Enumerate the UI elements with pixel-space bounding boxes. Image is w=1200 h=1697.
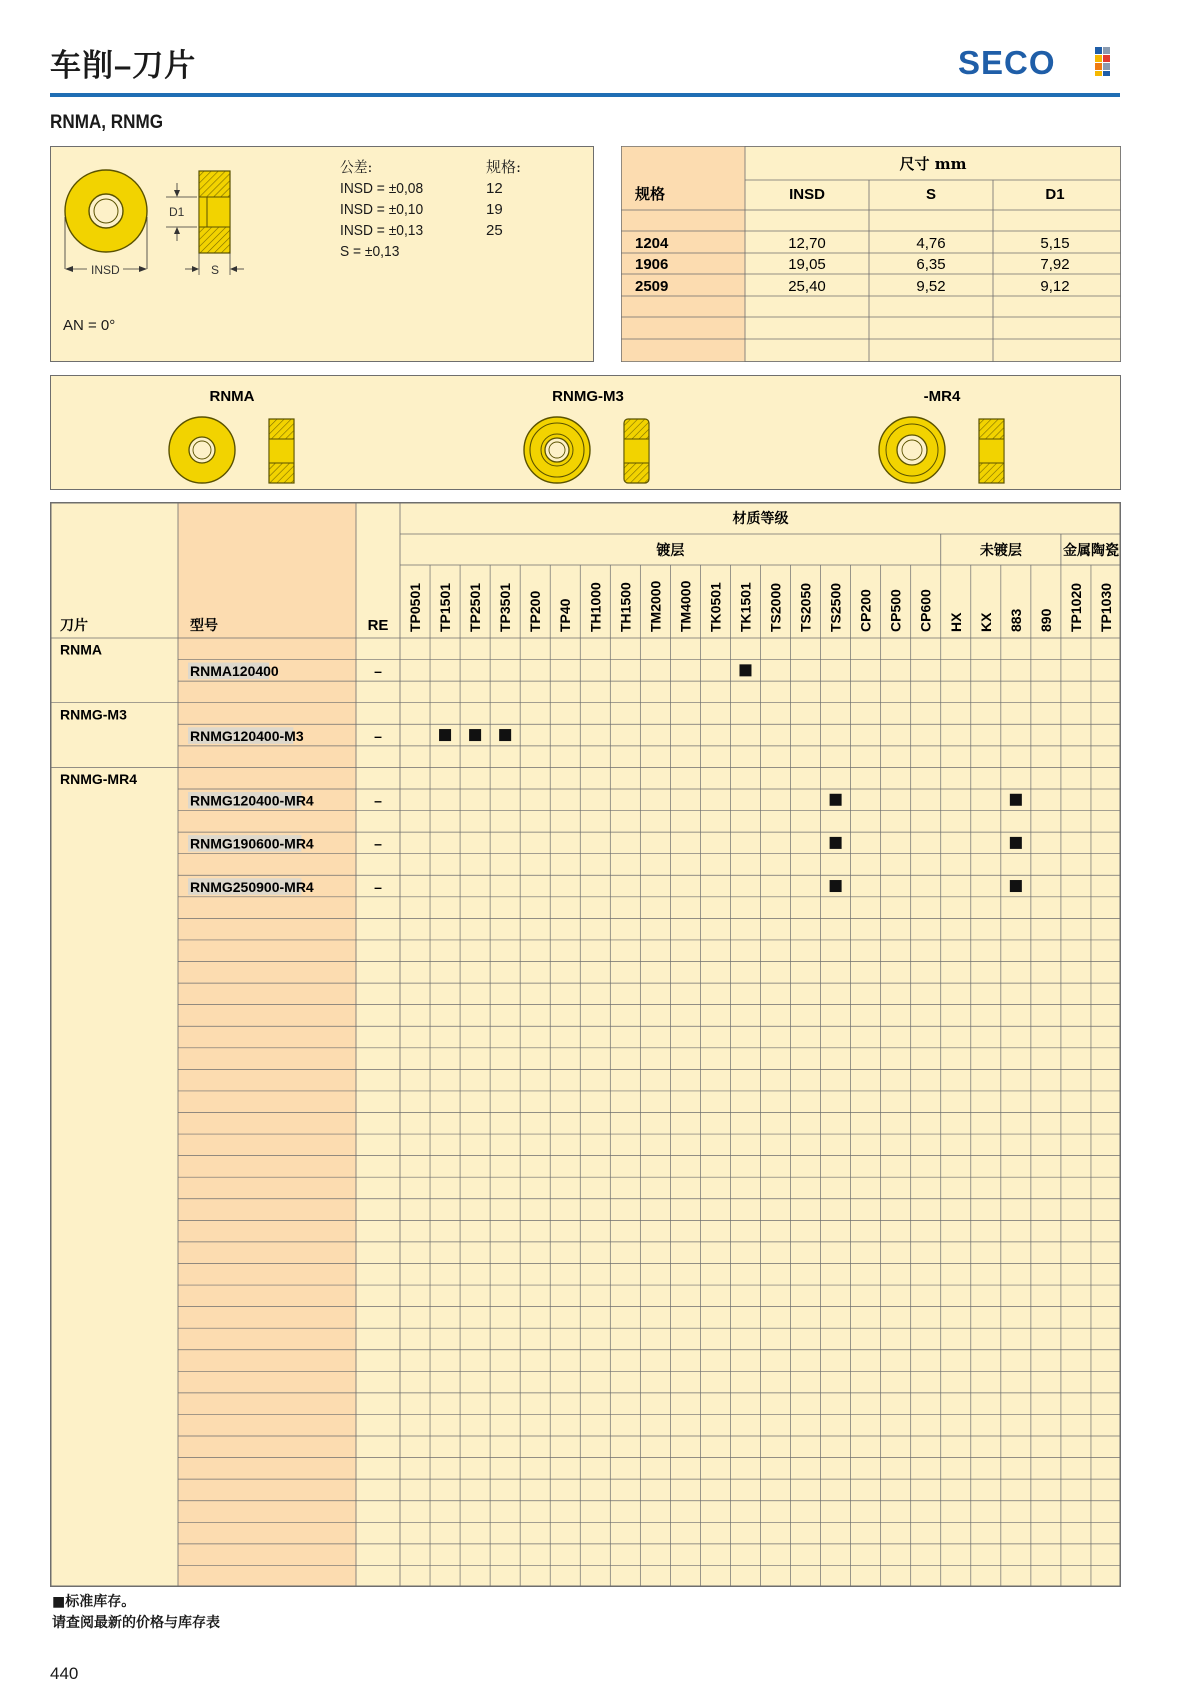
size-value: 19 xyxy=(486,201,503,218)
section-subtitle: RNMA, RNMG xyxy=(50,112,164,133)
rnmg-mr4-top-icon xyxy=(879,417,945,483)
grade-group-title: 材质等级 xyxy=(732,511,789,527)
tolerance-line: S = ±0,13 xyxy=(340,243,400,260)
grade-header-cp200: CP200 xyxy=(857,589,874,632)
type-code[interactable]: RNMG250900-MR4 xyxy=(190,878,314,895)
insert-group-label: RNMG-MR4 xyxy=(60,770,137,787)
dim-group-header: 尺寸 mm xyxy=(899,155,967,173)
stock-mark-icon: ■ xyxy=(52,1594,66,1610)
an-angle: AN = 0° xyxy=(63,317,116,334)
dimension-table xyxy=(621,146,1121,362)
dim-row-s: 9,52 xyxy=(916,278,946,295)
dim-col-header: INSD xyxy=(789,186,825,203)
re-value: – xyxy=(374,835,382,852)
stock-mark xyxy=(830,880,842,892)
spec-panel xyxy=(50,146,594,362)
dim-row-insd: 12,70 xyxy=(788,235,826,252)
insert-group-label: RNMA xyxy=(60,641,102,658)
size-block xyxy=(486,157,521,241)
size-heading: 规格: xyxy=(486,158,522,176)
grade-header-tp3501: TP3501 xyxy=(497,582,514,632)
type-column-header: 型号 xyxy=(190,618,218,634)
dim-row-d1: 9,12 xyxy=(1040,278,1070,295)
dim-row-s: 6,35 xyxy=(916,256,946,273)
rnmg-mr4-side-icon xyxy=(979,419,1004,483)
brand-mark-icon xyxy=(1095,47,1110,76)
stock-mark xyxy=(469,729,481,741)
dim-row-size: 1204 xyxy=(635,235,669,252)
grade-table xyxy=(50,502,1121,1587)
dim-row-insd: 19,05 xyxy=(788,256,826,273)
grade-header-tk0501: TK0501 xyxy=(707,582,724,632)
title-part1: 车削 xyxy=(50,48,114,84)
geometry-label-m3: RNMG-M3 xyxy=(552,388,624,405)
grade-header-890: 890 xyxy=(1037,608,1054,632)
stock-mark xyxy=(499,729,511,741)
tolerance-line: INSD = ±0,10 xyxy=(340,201,424,218)
s-label: S xyxy=(211,263,220,277)
grade-header-tp200: TP200 xyxy=(527,590,544,632)
dim-row-insd: 25,40 xyxy=(788,278,826,295)
tolerance-block xyxy=(340,157,423,262)
type-code[interactable]: RNMA120400 xyxy=(190,663,279,680)
page-number: 440 xyxy=(50,1664,79,1683)
d1-label: D1 xyxy=(169,205,185,219)
insert-side-view-icon xyxy=(199,171,230,253)
re-value: – xyxy=(374,663,382,680)
grade-header-tm2000: TM2000 xyxy=(647,580,664,632)
tolerance-line: INSD = ±0,13 xyxy=(340,222,424,239)
size-value: 12 xyxy=(486,180,503,197)
legend-text: 标准库存。 xyxy=(65,1594,136,1610)
insert-top-view-icon xyxy=(65,170,147,252)
insert-group-label: RNMG-M3 xyxy=(60,706,127,723)
rnma-top-icon xyxy=(169,417,235,483)
geometry-label-mr4: -MR4 xyxy=(923,388,961,405)
grade-header-kx: KX xyxy=(977,612,994,632)
legend-line xyxy=(52,1592,220,1613)
grade-header-ts2050: TS2050 xyxy=(797,582,814,632)
size-value: 25 xyxy=(486,222,503,239)
header-rule xyxy=(50,93,1120,97)
grade-header-tm4000: TM4000 xyxy=(677,580,694,632)
grade-header-tp1501: TP1501 xyxy=(437,582,454,632)
grade-header-ts2000: TS2000 xyxy=(767,582,784,632)
grade-header-cp500: CP500 xyxy=(887,589,904,632)
legend xyxy=(52,1592,220,1634)
tolerance-line: INSD = ±0,08 xyxy=(340,180,424,197)
price-note: 请查阅最新的价格与库存表 xyxy=(52,1615,220,1631)
re-value: – xyxy=(374,792,382,809)
insd-label: INSD xyxy=(91,263,120,277)
stock-mark xyxy=(1010,837,1022,849)
grade-header-th1000: TH1000 xyxy=(587,582,604,632)
re-value: – xyxy=(374,878,382,895)
title-dash: – xyxy=(114,48,133,83)
type-code[interactable]: RNMG190600-MR4 xyxy=(190,835,314,852)
geometry-label-rnma: RNMA xyxy=(209,388,255,405)
grade-header-tp2501: TP2501 xyxy=(467,582,484,632)
brand-text: SECO xyxy=(958,44,1056,78)
type-code[interactable]: RNMG120400-MR4 xyxy=(190,792,314,809)
dim-col-header: D1 xyxy=(1045,186,1065,203)
grade-header-th1500: TH1500 xyxy=(617,582,634,632)
tolerance-heading: 公差: xyxy=(340,158,373,176)
stock-mark xyxy=(1010,794,1022,806)
grade-header-tk1501: TK1501 xyxy=(737,582,754,632)
subgroup-label: 镀层 xyxy=(656,543,685,559)
subgroup-label: 未镀层 xyxy=(979,543,1022,559)
dim-row-size: 1906 xyxy=(635,256,669,273)
dim-row-d1: 7,92 xyxy=(1040,256,1070,273)
stock-mark xyxy=(739,664,751,676)
rnmg-m3-top-icon xyxy=(524,417,590,483)
stock-mark xyxy=(830,837,842,849)
stock-mark xyxy=(1010,880,1022,892)
rnma-side-icon xyxy=(269,419,294,483)
seco-logo xyxy=(958,44,1120,78)
stock-mark xyxy=(439,729,451,741)
page-title xyxy=(50,40,196,85)
grade-header-tp0501: TP0501 xyxy=(407,582,424,632)
subgroup-label: 金属陶瓷 xyxy=(1062,543,1119,559)
rnmg-m3-side-icon xyxy=(624,419,649,483)
grade-header-ts2500: TS2500 xyxy=(827,582,844,632)
grade-header-tp40: TP40 xyxy=(557,598,574,632)
grade-header-883: 883 xyxy=(1007,608,1024,632)
re-column-header: RE xyxy=(367,617,389,634)
grade-header-tp1020: TP1020 xyxy=(1067,582,1084,632)
geometry-panel xyxy=(50,375,1121,490)
dim-col-header: S xyxy=(925,186,937,203)
dim-size-header: 规格 xyxy=(635,185,666,203)
stock-mark xyxy=(830,794,842,806)
re-value: – xyxy=(374,727,382,744)
grade-header-hx: HX xyxy=(947,612,964,632)
grade-header-cp600: CP600 xyxy=(917,589,934,632)
insert-column-header: 刀片 xyxy=(60,618,88,634)
type-code[interactable]: RNMG120400-M3 xyxy=(190,727,304,744)
dim-row-s: 4,76 xyxy=(916,235,946,252)
title-part2: 刀片 xyxy=(132,48,197,84)
grade-header-tp1030: TP1030 xyxy=(1097,582,1114,632)
dim-row-d1: 5,15 xyxy=(1040,235,1070,252)
dim-row-size: 2509 xyxy=(635,278,669,295)
geometry-drawings xyxy=(51,376,1122,491)
